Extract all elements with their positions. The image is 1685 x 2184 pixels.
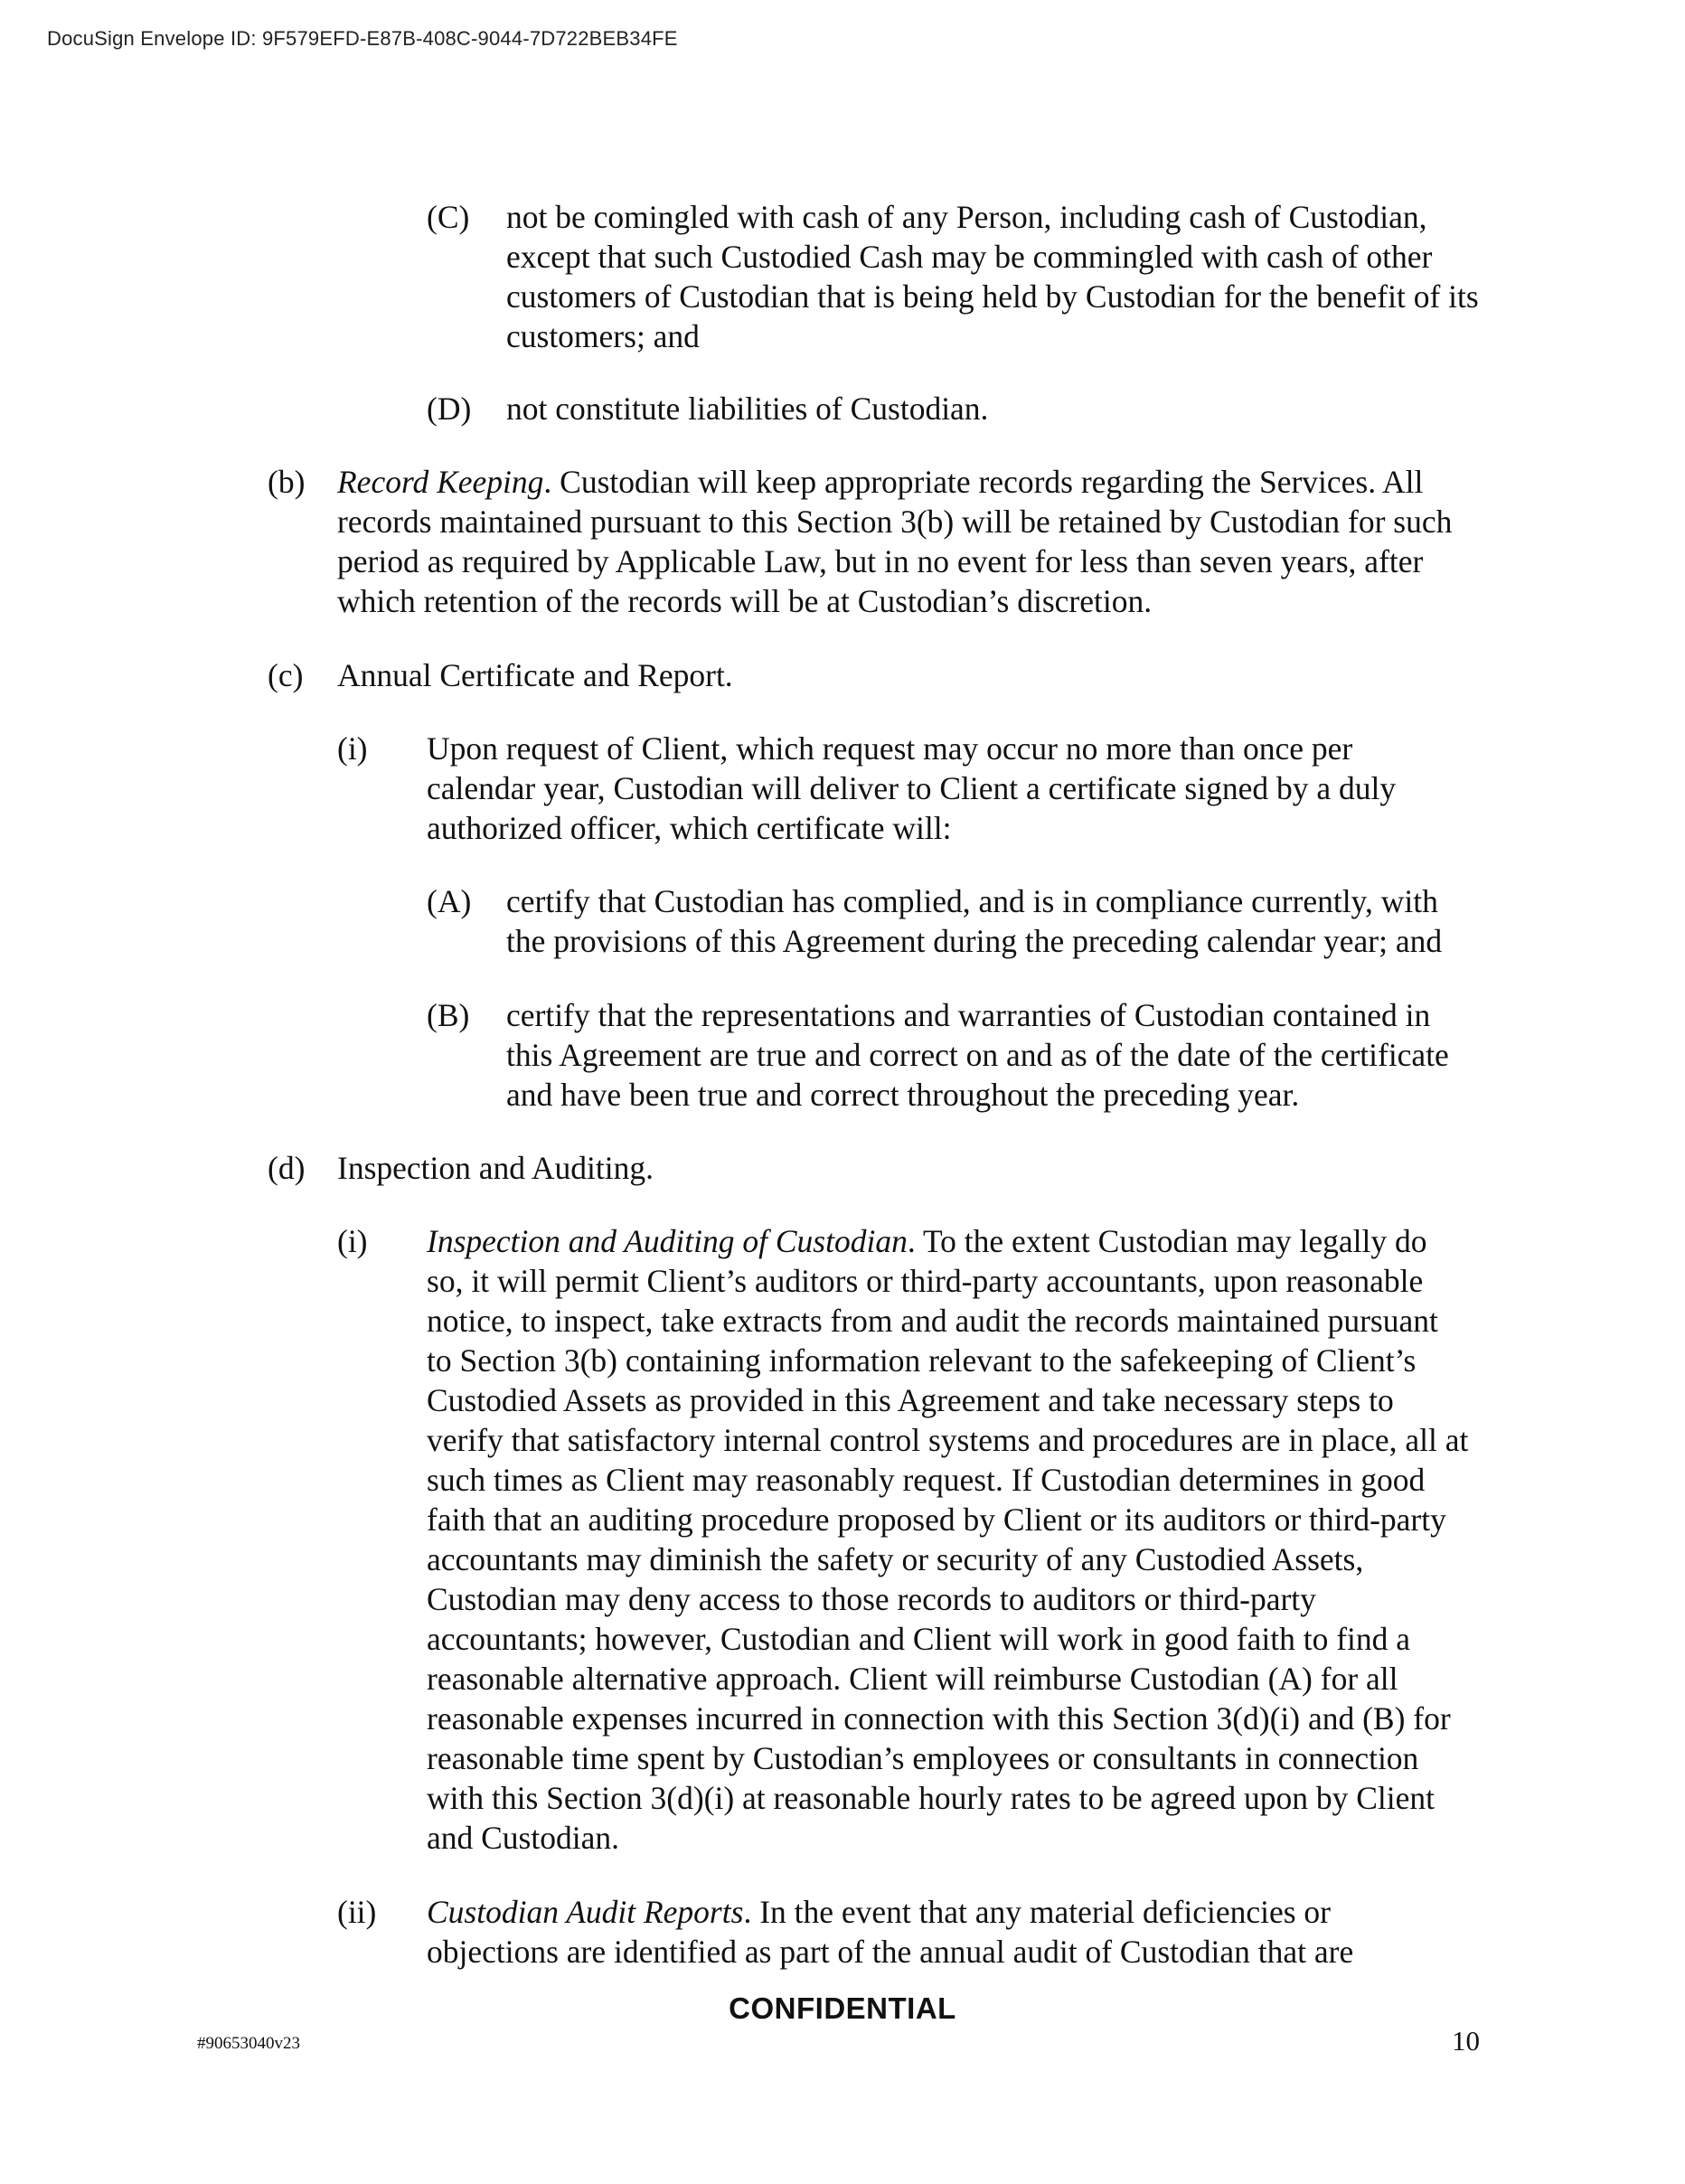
clause-label: (C) — [427, 199, 470, 235]
clause-label: (B) — [427, 997, 470, 1033]
clause-label: (ii) — [337, 1894, 377, 1930]
section-label: (c) — [268, 657, 304, 693]
section-body: Custodian will keep appropriate records regarding the Services. All records maintained pursuant to this Section 3(b) will be retained by Custodian for such period as required by Applicable Law, but in no event for less than seven years, after which retention of the records will be at Custodian’s discretion. — [337, 464, 1453, 619]
clause-text: Inspection and Auditing of Custodian. To the extent Custodian may legally do so, it will permit Client’s auditors or third-party accountants, upon reasonable notice, to inspect, take extracts from and audit the records maintained pursuant to Section 3(b) containing information relevant to the safekeeping of Client’s Custodied Assets as provided in this Agreement and take necessary steps to verify that satisfactory internal control systems and procedures are in place, all at such times as Client may reasonably request. If Custodian determines in good faith that an auditing procedure proposed by Client or its auditors or third-party accountants may diminish the safety or security of any Custodied Assets, Custodian may deny access to those records to auditors or third-party accountants; however, Custodian and Client will work in good faith to find a reasonable alternative approach. Client will reimburse Custodian (A) for all reasonable expenses incurred in connection with this Section 3(d)(i) and (B) for reasonable time spent by Custodian’s employees or consultants in connection with this Section 3(d)(i) at reasonable hourly rates to be agreed upon by Client and Custodian. — [427, 1223, 1469, 1856]
clause-heading: Custodian Audit Reports — [427, 1894, 744, 1930]
section-label: (d) — [268, 1150, 306, 1186]
clause-text: Upon request of Client, which request may occur no more than once per calendar year, Custodian will deliver to Client a certificate signed by a duly authorized officer, which certificate will: — [427, 730, 1397, 846]
clause-label: (A) — [427, 883, 472, 919]
section-heading: Record Keeping — [337, 464, 544, 500]
clause-text: not be comingled with cash of any Person, including cash of Custodian, except that such Custodied Cash may be commingled with cash of other customers of Custodian that is being held by Custodian for the benefit of its customers; and — [506, 199, 1479, 354]
section-text: Record Keeping. Custodian will keep appropriate records regarding the Services. All records maintained pursuant to this Section 3(b) will be retained by Custodian for such period as required by Applicable Law, but in no event for less than seven years, after which retention of the records will be at Custodian’s discretion. — [337, 464, 1453, 619]
clause-label: (i) — [337, 1223, 368, 1259]
clause-text: not constitute liabilities of Custodian. — [506, 391, 989, 427]
clause-heading: Inspection and Auditing of Custodian — [427, 1223, 908, 1259]
clause-label: (D) — [427, 391, 472, 427]
clause-text: certify that Custodian has complied, and is in compliance currently, with the provisions of this Agreement during the preceding calendar year; and — [506, 883, 1443, 959]
clause-body: In the event that any material deficiencies or objections are identified as part of the annual audit of Custodian that are — [427, 1894, 1354, 1970]
docusign-envelope-id: DocuSign Envelope ID: 9F579EFD-E87B-408C-9044-7D722BEB34FE — [47, 27, 678, 50]
section-text: Annual Certificate and Report. — [337, 657, 733, 693]
page-number: 10 — [1452, 2025, 1480, 2057]
confidential-footer: CONFIDENTIAL — [729, 1991, 956, 2025]
clause-text: Custodian Audit Reports. In the event that any material deficiencies or objections are identified as part of the annual audit of Custodian that are — [427, 1894, 1354, 1970]
clause-body: To the extent Custodian may legally do so, it will permit Client’s auditors or third-party accountants, upon reasonable notice, to inspect, take extracts from and audit the records maintained pursuant to Section 3(b) containing information relevant to the safekeeping of Client’s Custodied Assets as provided in this Agreement and take necessary steps to verify that satisfactory internal control systems and procedures are in place, all at such times as Client may reasonably request. If Custodian determines in good faith that an auditing procedure proposed by Client or its auditors or third-party accountants may diminish the safety or security of any Custodied Assets, Custodian may deny access to those records to auditors or third-party accountants; however, Custodian and Client will work in good faith to find a reasonable alternative approach. Client will reimburse Custodian (A) for all reasonable expenses incurred in connection with this Section 3(d)(i) and (B) for reasonable time spent by Custodian’s employees or consultants in connection with this Section 3(d)(i) at reasonable hourly rates to be agreed upon by Client and Custodian. — [427, 1223, 1469, 1856]
section-text: Inspection and Auditing. — [337, 1150, 654, 1186]
clause-label: (i) — [337, 730, 368, 767]
clause-text: certify that the representations and warranties of Custodian contained in this Agreement are true and correct on and as of the date of the certificate and have been true and correct throughout the preceding year. — [506, 997, 1449, 1113]
document-number: #90653040v23 — [197, 2034, 300, 2053]
section-label: (b) — [268, 464, 306, 500]
